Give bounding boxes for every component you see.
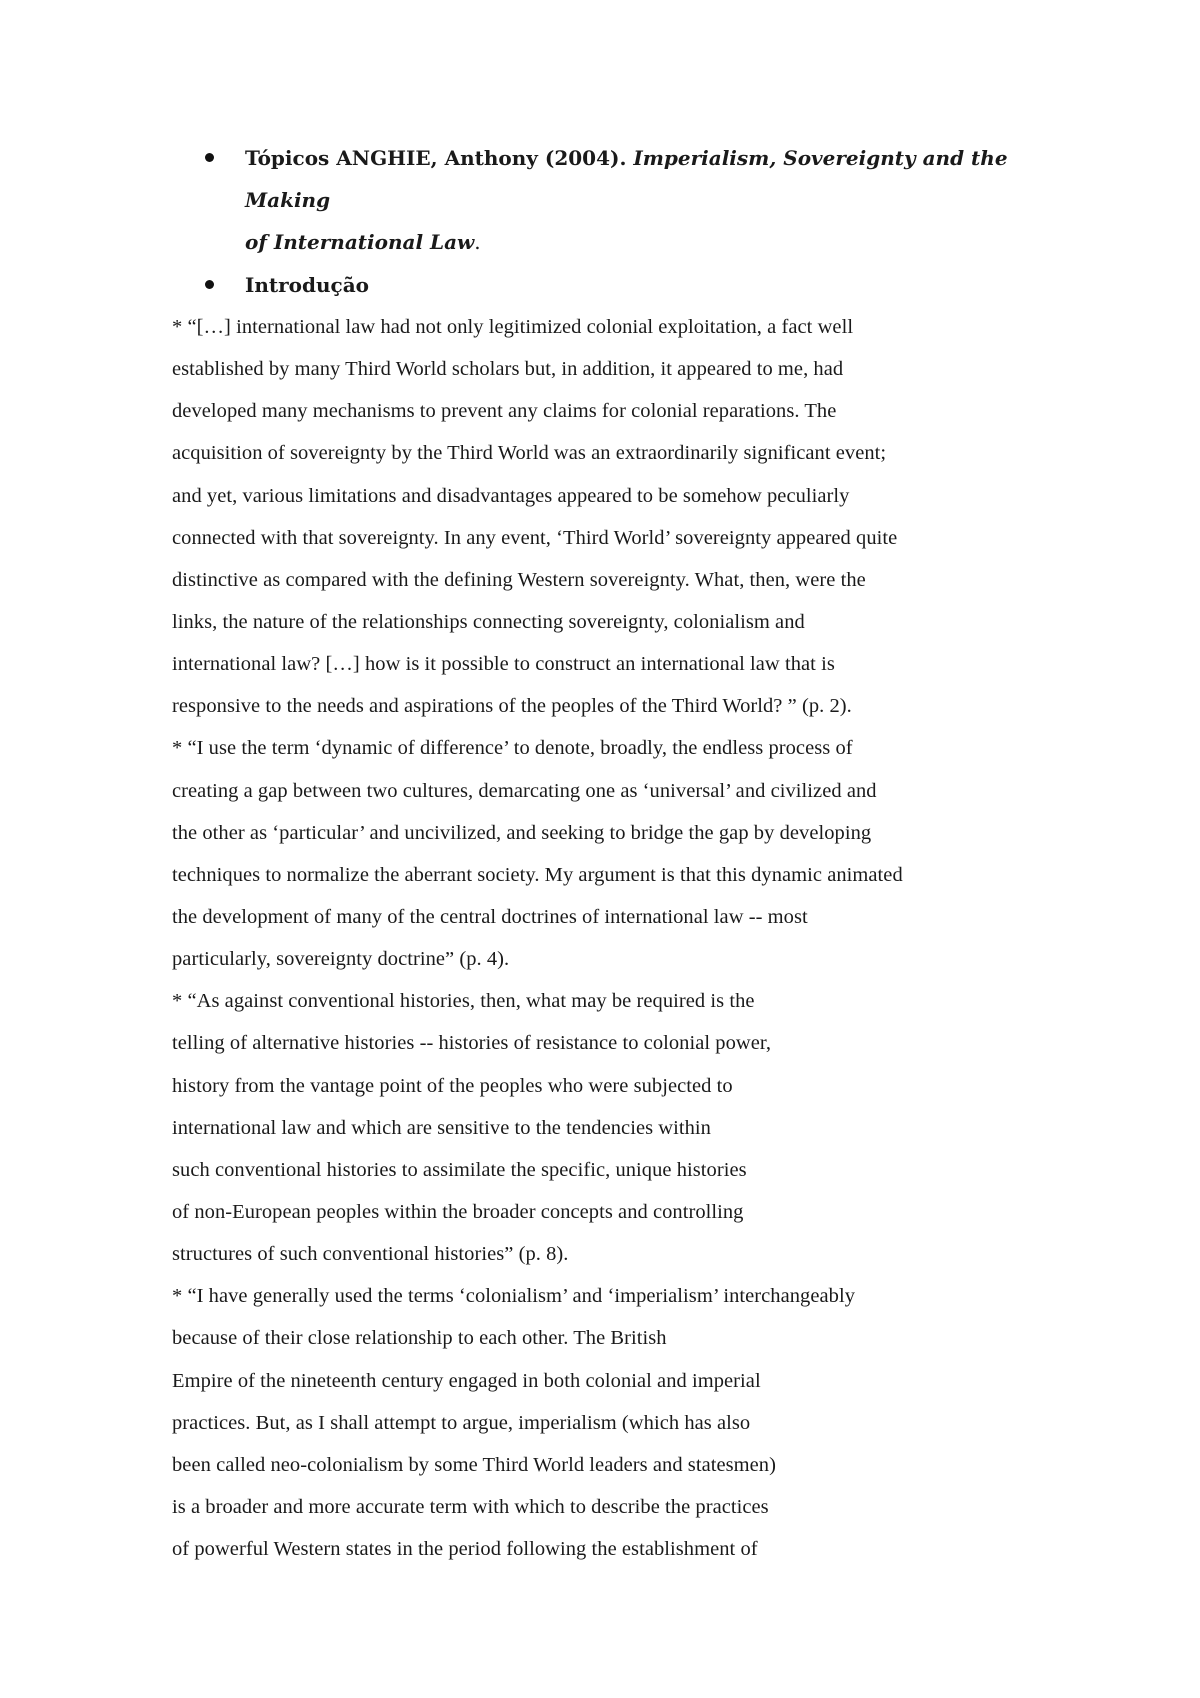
text-line: Empire of the nineteenth century engaged in both colonial and imperial [172,1369,761,1392]
heading-title-line2: of International Law [245,230,475,254]
text-line: techniques to normalize the aberrant society. My argument is that this dynamic animated [172,863,903,886]
text-line: international law? […] how is it possible to construct an international law that is [172,653,835,676]
text-line: particularly, sovereignty doctrine” (p. 4). [172,948,510,971]
text-line: * “[…] international law had not only legitimized colonial exploitation, a fact well [172,316,854,338]
text-line: acquisition of sovereignty by the Third World was an extraordinarily significant event; [172,442,887,465]
text-line: responsive to the needs and aspirations of the peoples of the Third World? ” (p. 2). [172,695,852,718]
text-line: such conventional histories to assimilate the specific, unique histories [172,1158,747,1181]
text-line: practices. But, as I shall attempt to argue, imperialism (which has also [172,1411,751,1434]
text-line: of powerful Western states in the period following the establishment of [172,1538,758,1561]
text-line: because of their close relationship to each other. The British [172,1327,667,1350]
text-line: developed many mechanisms to prevent any claims for colonial reparations. The [172,400,837,423]
text-line: been called neo-colonialism by some Third World leaders and statesmen) [172,1453,776,1476]
text-line: * “I use the term ‘dynamic of difference’ to denote, broadly, the endless process of [172,737,853,760]
heading-label: Tópicos [245,146,330,170]
text-line: * “I have generally used the terms ‘colonialism’ and ‘imperialism’ interchangeably [172,1285,856,1308]
text-line: connected with that sovereignty. In any event, ‘Third World’ sovereignty appeared quite [172,526,898,549]
text-line: creating a gap between two cultures, demarcating one as ‘universal’ and civilized and [172,779,877,802]
body-text [172,306,1052,1570]
text-line: is a broader and more accurate term with which to describe the practices [172,1495,769,1518]
text-line: distinctive as compared with the defining Western sovereignty. What, then, were the [172,568,866,591]
section-bullet [205,264,1035,306]
text-line: of non-European peoples within the broader concepts and controlling [172,1200,744,1223]
heading-text [245,137,1035,263]
text-line: telling of alternative histories -- histories of resistance to colonial power, [172,1032,772,1055]
text-line: and yet, various limitations and disadvantages appeared to be somehow peculiarly [172,484,850,507]
heading-bullet [205,137,1035,263]
text-line: international law and which are sensitive to the tendencies within [172,1116,711,1139]
text-line: the other as ‘particular’ and uncivilized, and seeking to bridge the gap by developing [172,821,872,844]
text-line: structures of such conventional histories” (p. 8). [172,1243,569,1266]
text-line: links, the nature of the relationships connecting sovereignty, colonialism and [172,610,805,633]
heading-title-end: . [474,230,481,254]
heading-title-line1: Imperialism, Sovereignty and the Making [245,146,1008,212]
section-title: Introdução [245,273,370,297]
text-line: established by many Third World scholars but, in addition, it appeared to me, had [172,358,844,381]
bullet-icon [205,153,214,162]
heading-author: ANGHIE, Anthony (2004). [336,146,627,170]
text-line: history from the vantage point of the peoples who were subjected to [172,1074,733,1097]
text-line: * “As against conventional histories, then, what may be required is the [172,990,755,1013]
text-line: the development of many of the central doctrines of international law -- most [172,905,808,928]
bullet-icon [205,280,214,289]
